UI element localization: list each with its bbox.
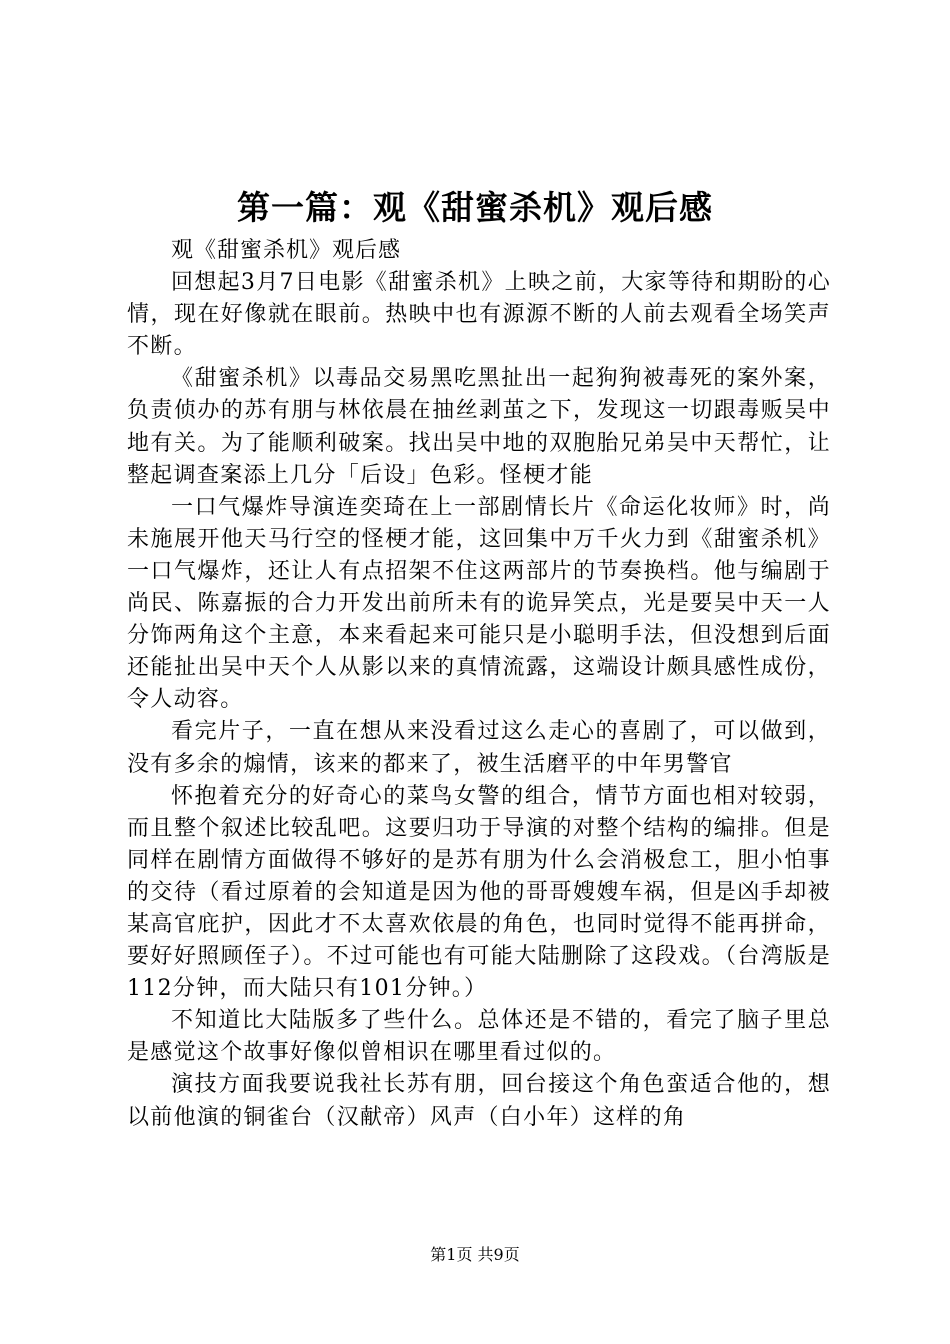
paragraph: 一口气爆炸导演连奕琦在上一部剧情长片《命运化妆师》时，尚未施展开他天马行空的怪梗才能，这回集中万千火力到《甜蜜杀机》一口气爆炸，还让人有点招架不住这两部片的节奏换档。他与编剧于尚民、陈嘉振的合力开发出前所未有的诡异笑点，光是要吴中天一人分饰两角这个主意，本来看起来可能只是小聪明手法，但没想到后面还能扯出吴中天个人从影以来的真情流露，这端设计颇具感性成份，令人动容。 (127, 494, 831, 713)
document-body (127, 235, 831, 1134)
paragraph: 不知道比大陆版多了些什么。总体还是不错的，看完了脑子里总是感觉这个故事好像似曾相识在哪里看过似的。 (127, 1008, 831, 1066)
paragraph: 回想起3月7日电影《甜蜜杀机》上映之前，大家等待和期盼的心情，现在好像就在眼前。热映中也有源源不断的人前去观看全场笑声不断。 (127, 270, 831, 360)
paragraph-subtitle: 观《甜蜜杀机》观后感 (171, 238, 402, 263)
document-title: 第一篇：观《甜蜜杀机》观后感 (237, 188, 713, 227)
paragraph: 演技方面我要说我社长苏有朋，回台接这个角色蛮适合他的，想以前他演的铜雀台（汉献帝）风声（白小年）这样的角 (127, 1072, 831, 1130)
page-number-footer: 第1页 共9页 (430, 1245, 520, 1264)
paragraph: 怀抱着充分的好奇心的菜鸟女警的组合，情节方面也相对较弱，而且整个叙述比较乱吧。这要归功于导演的对整个结构的编排。但是同样在剧情方面做得不够好的是苏有朋为什么会消极怠工，胆小怕事的交待（看过原着的会知道是因为他的哥哥嫂嫂车祸，但是凶手却被某高官庇护，因此才不太喜欢依晨的角色，也同时觉得不能再拼命，要好好照顾侄子）。不过可能也有可能大陆删除了这段戏。（台湾版是112分钟，而大陆只有101分钟。） (127, 783, 831, 1002)
paragraph: 看完片子，一直在想从来没看过这么走心的喜剧了，可以做到，没有多余的煽情，该来的都来了，被生活磨平的中年男警官 (127, 719, 831, 777)
paragraph: 《甜蜜杀机》以毒品交易黑吃黑扯出一起狗狗被毒死的案外案，负责侦办的苏有朋与林依晨在抽丝剥茧之下，发现这一切跟毒贩吴中地有关。为了能顺利破案。找出吴中地的双胞胎兄弟吴中天帮忙，让整起调查案添上几分「后设」色彩。怪梗才能 (127, 366, 831, 488)
